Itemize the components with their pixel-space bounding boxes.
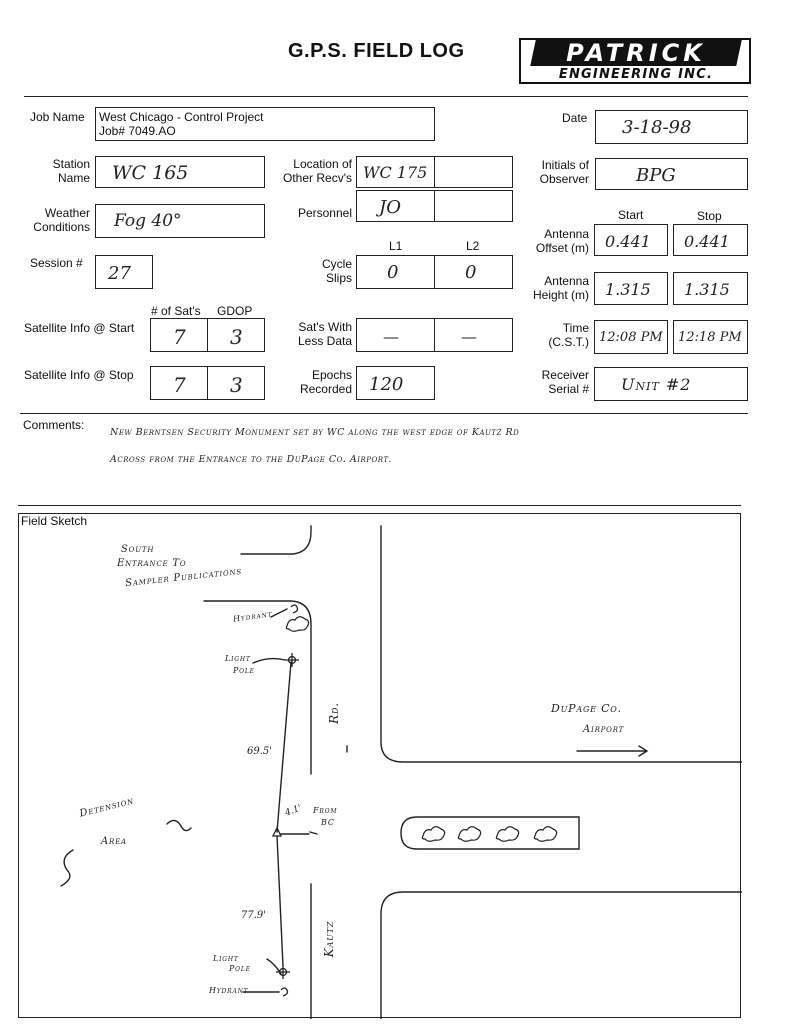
sats-less-data-label: Sat's With Less Data	[297, 320, 352, 348]
sat-info-stop-label: Satellite Info @ Stop	[24, 368, 134, 382]
detension-squiggle-2	[61, 850, 73, 886]
antenna-height-start-field[interactable]	[594, 272, 668, 305]
start-header: Start	[618, 208, 644, 222]
airport-arrow	[577, 746, 647, 756]
distance-4-1-label: 4.1'	[283, 803, 304, 819]
logo-subtitle: ENGINEERING INC.	[558, 67, 714, 82]
leader-hydrant-top	[271, 609, 287, 617]
personnel-field-2[interactable]	[434, 190, 513, 222]
gdop-header: GDOP	[217, 304, 253, 318]
location-other-field-2[interactable]	[434, 156, 513, 188]
cycle-slips-l2-value: 0	[465, 262, 477, 283]
job-name-label: Job Name	[30, 110, 85, 124]
session-label: Session #	[30, 256, 83, 270]
antenna-offset-stop-value: 0.441	[684, 232, 730, 251]
epochs-label: Epochs Recorded	[299, 368, 352, 396]
antenna-height-label: Antenna Height (m)	[532, 274, 589, 302]
session-value: 27	[108, 263, 131, 284]
antenna-offset-start-field[interactable]	[594, 224, 668, 256]
location-other-value: WC 175	[363, 163, 428, 182]
bush-4	[534, 827, 556, 842]
time-start-value: 12:08 PM	[599, 330, 663, 345]
light-pole-bottom-symbol	[276, 965, 290, 979]
line-77-9	[277, 836, 283, 966]
south-entrance-label-3: Sampler Publications	[124, 565, 243, 590]
bush-1	[422, 827, 444, 842]
gdop-stop-field[interactable]	[207, 366, 265, 400]
receiver-value: Unit #2	[621, 375, 692, 394]
light-pole-top-label-2: Pole	[233, 666, 255, 675]
sats-start-field[interactable]	[150, 318, 208, 352]
from-bc-label-2: BC	[321, 818, 335, 827]
job-name-value-line1: West Chicago - Control Project	[99, 110, 264, 124]
receiver-label: Receiver Serial #	[541, 368, 589, 396]
hydrant-bot-label: Hydrant	[209, 986, 249, 995]
cycle-slips-l1-field[interactable]	[356, 255, 435, 289]
gdop-start-field[interactable]	[207, 318, 265, 352]
station-name-label: Station Name	[52, 157, 90, 185]
time-stop-field[interactable]	[673, 320, 748, 354]
date-label: Date	[562, 111, 588, 125]
bush-3	[496, 827, 518, 842]
comment-line-1: New Berntsen Security Monument set by WC along the west edge of Kautz Rd	[110, 427, 520, 438]
personnel-value: JO	[379, 197, 401, 218]
field-sketch-label: Field Sketch	[21, 514, 88, 528]
l1-header: L1	[389, 239, 403, 253]
time-start-field[interactable]	[594, 320, 668, 354]
bush-near-hydrant	[286, 617, 308, 632]
sats-less-l2-value: —	[461, 327, 477, 346]
session-field[interactable]	[95, 255, 153, 289]
company-logo	[519, 38, 751, 84]
station-name-field[interactable]	[95, 156, 265, 188]
cycle-slips-label: Cycle Slips	[321, 257, 352, 285]
antenna-height-stop-value: 1.315	[684, 280, 730, 299]
detension-area-label-1: Detension	[78, 795, 136, 820]
location-other-label: Location of Other Recv's	[283, 157, 352, 185]
distance-69-5-label: 69.5'	[247, 746, 273, 757]
south-entrance-curb	[241, 526, 311, 554]
from-bc-label-1: From	[313, 806, 338, 815]
east-curb-lower	[381, 892, 742, 1019]
l2-header: L2	[466, 239, 480, 253]
south-entrance-label-2: Entrance To	[117, 558, 187, 569]
dupage-airport-label-1: DuPage Co.	[551, 702, 622, 715]
location-other-field-1[interactable]	[356, 156, 435, 188]
gdop-stop-value: 3	[230, 373, 243, 397]
num-sats-header: # of Sat's	[151, 304, 201, 318]
detension-area-label-2: Area	[101, 836, 127, 847]
light-pole-top-label-1: Light	[225, 654, 251, 663]
detension-squiggle-1	[167, 820, 191, 830]
receiver-field[interactable]	[594, 367, 748, 401]
time-stop-value: 12:18 PM	[678, 330, 742, 345]
road-kautz-label: Kautz	[322, 920, 337, 958]
comments-label: Comments:	[23, 418, 85, 432]
time-label: Time (C.S.T.)	[548, 321, 589, 349]
date-field[interactable]	[595, 110, 748, 144]
initials-value: BPG	[636, 165, 676, 186]
personnel-field-1[interactable]	[356, 190, 435, 222]
job-name-field[interactable]	[95, 107, 435, 141]
weather-value: Fog 40°	[114, 211, 182, 231]
personnel-label: Personnel	[297, 206, 352, 220]
job-name-value-line2: Job# 7049.AO	[99, 124, 176, 138]
cycle-slips-l2-field[interactable]	[434, 255, 513, 289]
sketch-drawing	[19, 514, 742, 1019]
antenna-height-stop-field[interactable]	[673, 272, 748, 305]
station-name-value: WC 165	[112, 162, 189, 184]
sats-stop-value: 7	[173, 373, 186, 397]
road-rd-label: Rd.	[326, 702, 341, 724]
sat-info-start-label: Satellite Info @ Start	[24, 321, 135, 335]
antenna-height-start-value: 1.315	[605, 280, 651, 299]
median-island	[401, 817, 579, 849]
epochs-field[interactable]	[356, 366, 435, 400]
antenna-offset-start-value: 0.441	[605, 232, 651, 251]
hydrant-top-label: Hydrant	[232, 609, 273, 624]
cycle-slips-l1-value: 0	[387, 262, 399, 283]
south-entrance-label-1: South	[121, 544, 155, 555]
date-value: 3-18-98	[622, 117, 692, 138]
logo-name: PATRICK	[566, 39, 706, 67]
hydrant-top-symbol	[291, 605, 298, 613]
gdop-start-value: 3	[230, 325, 243, 349]
sats-less-l2-field[interactable]	[434, 318, 513, 352]
leader-light-pole-top	[253, 659, 285, 663]
weather-label: Weather Conditions	[33, 206, 90, 234]
header-divider	[24, 96, 748, 97]
field-sketch-area	[18, 513, 741, 1018]
distance-77-9-label: 77.9'	[241, 910, 267, 921]
east-curb-upper	[381, 526, 742, 762]
sats-less-l1-field[interactable]	[356, 318, 435, 352]
sketch-top-divider	[18, 505, 741, 506]
sats-start-value: 7	[173, 325, 186, 349]
comments-divider	[20, 413, 748, 414]
weather-field[interactable]	[95, 204, 265, 238]
initials-label: Initials of Observer	[539, 158, 589, 186]
light-pole-bot-label-1: Light	[213, 954, 239, 963]
sats-stop-field[interactable]	[150, 366, 208, 400]
form-title: G.P.S. FIELD LOG	[288, 40, 465, 62]
light-pole-bot-label-2: Pole	[229, 964, 251, 973]
epochs-value: 120	[369, 374, 404, 395]
stop-header: Stop	[697, 209, 722, 223]
light-pole-top-symbol	[285, 653, 299, 667]
antenna-offset-label: Antenna Offset (m)	[535, 227, 589, 255]
dupage-airport-label-2: Airport	[583, 724, 625, 735]
bush-2	[458, 827, 480, 842]
sats-less-l1-value: —	[383, 327, 399, 346]
hydrant-bot-symbol	[281, 988, 288, 996]
initials-field[interactable]	[595, 158, 748, 190]
comment-line-2: Across from the Entrance to the DuPage Co. Airport.	[110, 454, 393, 465]
antenna-offset-stop-field[interactable]	[673, 224, 748, 256]
leader-from-bc	[310, 832, 317, 834]
